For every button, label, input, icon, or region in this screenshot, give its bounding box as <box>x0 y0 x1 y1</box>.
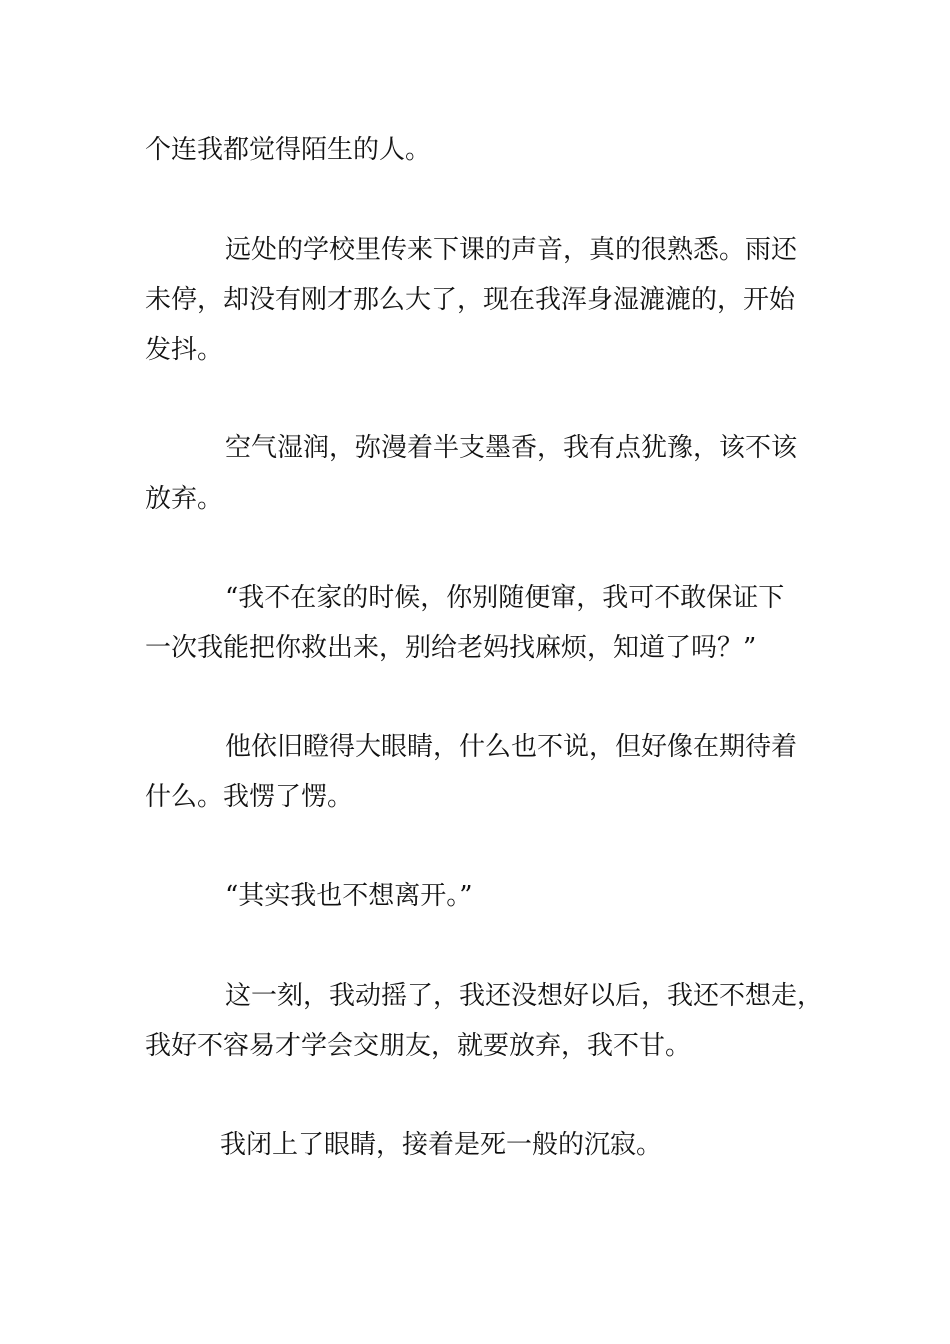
text-line: 我好不容易才学会交朋友，就要放弃，我不甘。 <box>145 1031 692 1061</box>
text-line: 我闭上了眼睛，接着是死一般的沉寂。 <box>220 1130 663 1160</box>
text-line: 个连我都觉得陌生的人。 <box>145 135 432 165</box>
text-line: “我不在家的时候，你别随便窜，我可不敢保证下 <box>225 583 785 613</box>
text-line: 远处的学校里传来下课的声音，真的很熟悉。雨还 <box>225 235 798 265</box>
text-line: 他依旧瞪得大眼睛，什么也不说，但好像在期待着 <box>225 732 798 762</box>
text-line: 未停，却没有刚才那么大了，现在我浑身湿漉漉的，开始 <box>145 285 796 315</box>
text-line: “其实我也不想离开。” <box>225 881 473 911</box>
text-line: 什么。我愣了愣。 <box>145 782 354 812</box>
text-line: 放弃。 <box>145 484 224 514</box>
text-line: 空气湿润，弥漫着半支墨香，我有点犹豫，该不该 <box>225 433 798 463</box>
text-line: 这一刻，我动摇了，我还没想好以后，我还不想走， <box>225 981 824 1011</box>
text-line: 发抖。 <box>145 335 224 365</box>
text-line: 一次我能把你救出来，别给老妈找麻烦，知道了吗？” <box>145 633 757 663</box>
